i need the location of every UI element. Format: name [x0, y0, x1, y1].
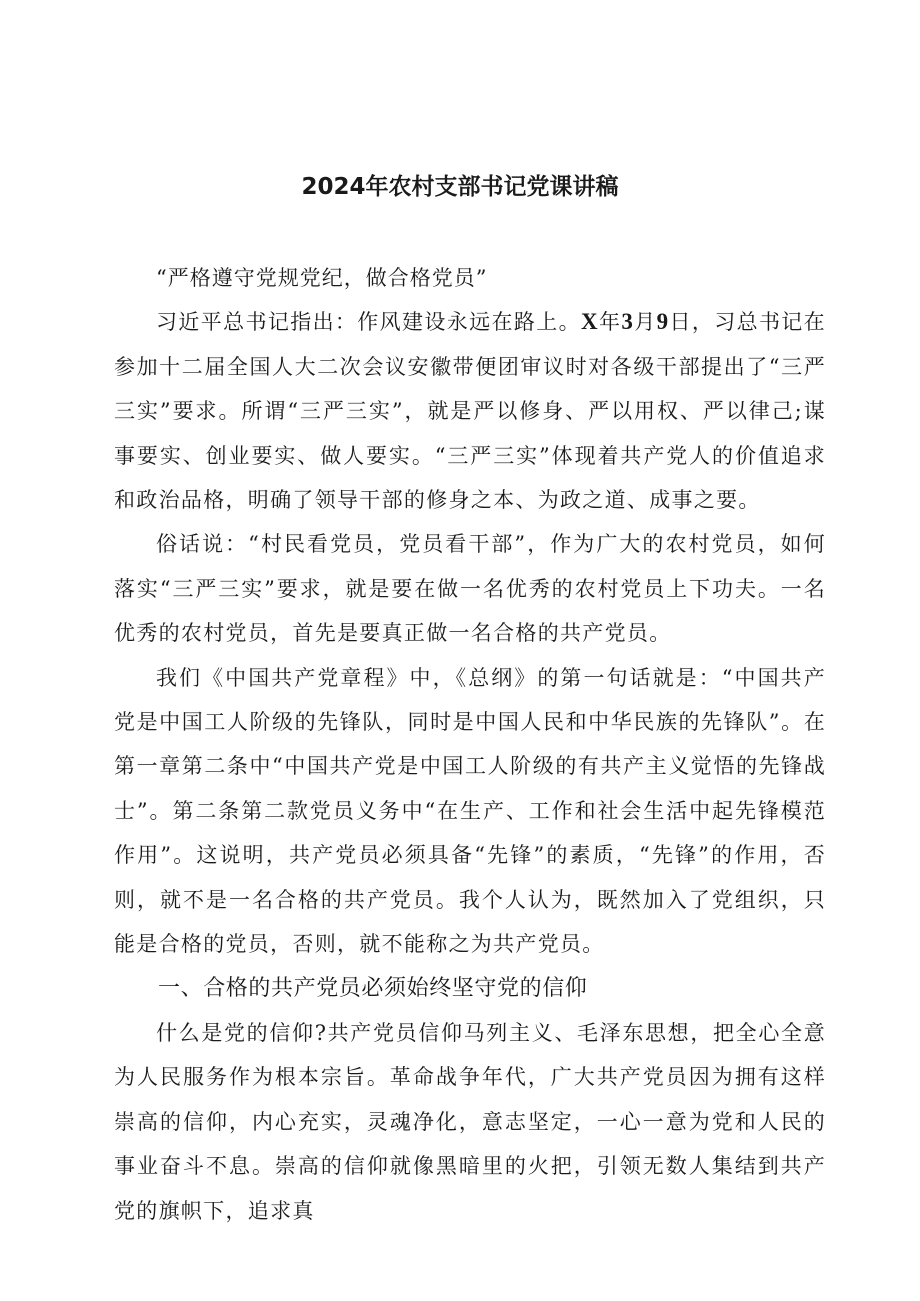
- paragraph-3: 我们《中国共产党章程》中，《总纲》的第一句话就是：“中国共产党是中国工人阶级的先锋队，同时是中国人民和中华民族的先锋队”。在第一章第二条中“中国共产党是中国工人阶级的有共产主义觉悟的先锋战士”。第二条第二款党员义务中“在生产、工作和社会生活中起先锋模范作用”。这说明，共产党员必须具备“先锋”的素质，“先锋”的作用，否则，就不是一名合格的共产党员。我个人认为，既然加入了党组织，只能是合格的党员，否则，就不能称之为共产党员。: [114, 665, 826, 957]
- document-title: 2024年农村支部书记党课讲稿: [301, 174, 619, 200]
- paragraph-2: 俗话说：“村民看党员，党员看干部”，作为广大的农村党员，如何落实“三严三实”要求，就是要在做一名优秀的农村党员上下功夫。一名优秀的农村党员，首先是要真正做一名合格的共产党员。: [114, 532, 826, 646]
- paragraph-1-intro: 习近平总书记指出：作风建设永远在路上。: [156, 310, 581, 335]
- paragraph-4: 什么是党的信仰?共产党员信仰马列主义、毛泽东思想，把全心全意为人民服务作为根本宗旨。革命战争年代，广大共产党员因为拥有这样崇高的信仰，内心充实，灵魂净化，意志坚定，一心一意为党和人民的事业奋斗不息。崇高的信仰就像黑暗里的火把，引领无数人集结到共产党的旗帜下，追求真: [114, 1020, 826, 1223]
- date-day: 9: [656, 309, 670, 335]
- paragraph-1: [114, 300, 826, 522]
- date-year: X: [580, 309, 599, 335]
- section-heading-1: 一、合格的共产党员必须始终坚守党的信仰: [158, 975, 588, 1001]
- document-body: [114, 256, 826, 1233]
- paragraph-1-rest: 日，习总书记在参加十二届全国人大二次会议安徽带便团审议时对各级干部提出了“三严三实”要求。所谓“三严三实”，就是严以修身、严以用权、严以律己;谋事要实、创业要实、做人要实。“三严三实”体现着共产党人的价值追求和政治品格，明确了领导干部的修身之本、为政之道、成事之要。: [114, 310, 826, 513]
- date-month: 3: [621, 309, 635, 335]
- subtitle-quote: “严格遵守党规党纪，做合格党员”: [156, 266, 488, 290]
- date-year-char: 年: [598, 310, 622, 335]
- date-month-char: 月: [634, 310, 657, 335]
